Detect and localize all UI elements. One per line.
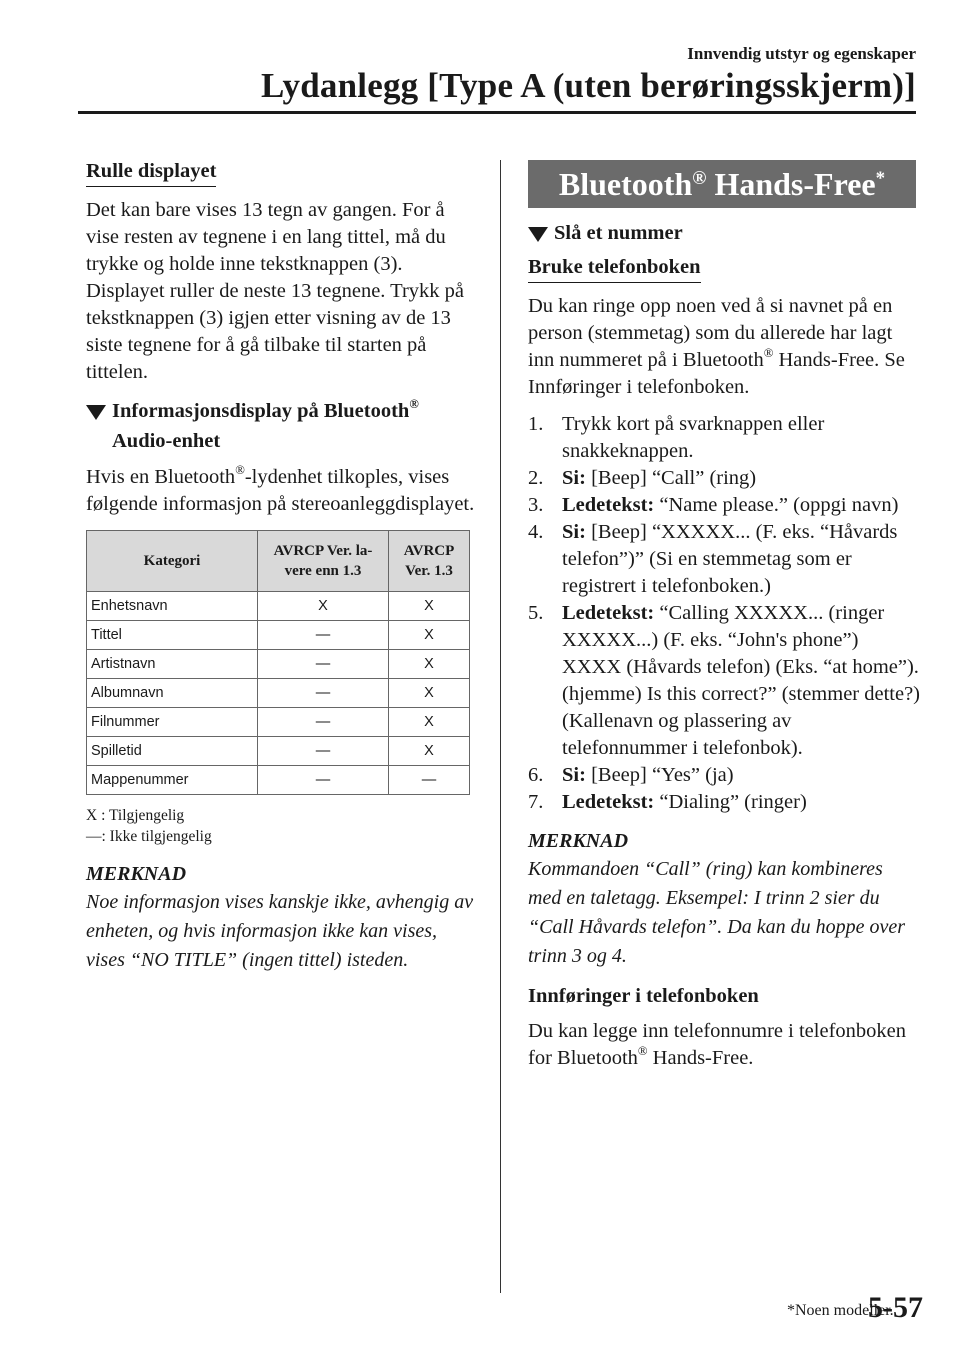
table-header-avrcp-old: AVRCP Ver. la-vere enn 1.3 (258, 531, 389, 592)
list-item (528, 600, 920, 762)
banner-text-b: Hands-Free (706, 166, 876, 202)
step-text: [Beep] “XXXXX... (F. eks. “Håvards telefon”)” (Si en stemmetag som er registrert i telefonboken.) (562, 521, 898, 597)
table-cell: X (258, 592, 389, 621)
phonebook-entries-heading: Innføringer i telefonboken (528, 985, 759, 1007)
right-column (528, 160, 920, 1082)
table-row (87, 679, 470, 708)
step-label: Ledetekst: (562, 602, 655, 624)
table-row (87, 592, 470, 621)
table-cell: — (389, 766, 470, 795)
entries-text-b: Hands-Free. (647, 1047, 754, 1069)
table-legend (86, 805, 478, 847)
intro-part-a: Hvis en Bluetooth (86, 466, 236, 488)
step-text: [Beep] “Call” (ring) (585, 467, 757, 489)
note-label: MERKNAD (86, 863, 187, 885)
table-cell: X (389, 679, 470, 708)
column-divider (500, 160, 501, 1293)
step-text: “Calling XXXXX... (ringer XXXXX...) (F. eks. “John's phone”) XXXX (Håvards telefon) (Eks. “at home”). (hjemme) Is this correct?” (stemmer dette?) (Kallenavn og plassering av telefonnummer i telefonbok). (562, 602, 921, 759)
step-text: Trykk kort på svarknappen eller snakkeknappen. (562, 413, 825, 462)
dial-number-heading (528, 218, 920, 248)
table-cell: X (389, 708, 470, 737)
section-triangle-icon (86, 405, 106, 420)
table-cell: X (389, 737, 470, 766)
step-text: [Beep] “Yes” (ja) (585, 764, 734, 786)
phonebook-intro-b: Hands-Free. Se Innføringer i telefonboken. (528, 349, 905, 398)
table-cell: Tittel (87, 621, 258, 650)
step-label: Si: (562, 467, 586, 489)
page-header-title: Lydanlegg [Type A (uten berøringsskjerm)] (260, 66, 916, 105)
phonebook-heading: Bruke telefonboken (528, 256, 701, 283)
registered-mark: ® (409, 397, 419, 412)
registered-mark: ® (692, 168, 707, 189)
table-cell: — (258, 621, 389, 650)
phonebook-intro-a: Du kan ringe opp noen ved å si navnet på en person (stemmetag) som du allerede har lagt inn nummeret på i Bluetooth (528, 295, 893, 371)
bluetooth-info-intro (86, 464, 478, 518)
scroll-display-heading: Rulle displayet (86, 160, 216, 187)
step-number: 6. (528, 764, 544, 786)
table-cell: X (389, 592, 470, 621)
table-cell: Spilletid (87, 737, 258, 766)
step-label: Si: (562, 764, 586, 786)
table-cell: — (258, 650, 389, 679)
list-item (528, 492, 920, 519)
table-cell: — (258, 708, 389, 737)
scroll-display-text: Det kan bare vises 13 tegn av gangen. For å vise resten av tegnene i en lang tittel, må du trykke og holde inne tekstknappen (3). Displayet ruller de neste 13 tegnene. Trykk på tekstknappen (3) igjen etter visning av de 13 siste tegnene for å gå tilbake til starten på tittelen. (86, 199, 465, 383)
step-number: 2. (528, 467, 544, 489)
bluetooth-info-heading-line1: Informasjonsdisplay på Bluetooth (112, 400, 410, 422)
table-cell: X (389, 650, 470, 679)
table-cell: — (258, 737, 389, 766)
table-cell: Filnummer (87, 708, 258, 737)
list-item (528, 465, 920, 492)
list-item (528, 411, 920, 465)
table-row (87, 621, 470, 650)
header-rule (78, 111, 916, 114)
page-header-subtitle: Innvendig utstyr og egenskaper (687, 44, 916, 63)
table-row (87, 737, 470, 766)
step-text: “Name please.” (oppgi navn) (654, 494, 899, 516)
table-cell: X (389, 621, 470, 650)
step-number: 3. (528, 494, 544, 516)
list-item (528, 762, 920, 789)
note-text: Noe informasjon vises kanskje ikke, avhengig av enheten, og hvis informasjon ikke kan vises, vises “NO TITLE” (ingen tittel) isteden. (86, 891, 474, 971)
step-number: 5. (528, 602, 544, 624)
step-label: Si: (562, 521, 586, 543)
table-row (87, 650, 470, 679)
legend-unavailable: —: Ikke tilgjengelig (86, 828, 212, 845)
left-column (86, 160, 478, 975)
bluetooth-info-heading-line2: Audio-enhet (112, 430, 221, 452)
bluetooth-info-heading (86, 396, 478, 456)
dial-number-heading-text: Slå et nummer (554, 222, 683, 244)
hands-free-banner (528, 160, 916, 208)
intro-part-b: -lydenhet tilkoples, vises følgende informasjon på stereoanleggdisplayet. (86, 466, 475, 515)
asterisk-mark: * (875, 168, 886, 189)
banner-text-a: Bluetooth (558, 166, 693, 202)
table-header-avrcp-13: AVRCP Ver. 1.3 (389, 531, 470, 592)
step-text: “Dialing” (ringer) (654, 791, 807, 813)
step-number: 4. (528, 521, 544, 543)
table-cell: Mappenummer (87, 766, 258, 795)
step-label: Ledetekst: (562, 494, 655, 516)
list-item (528, 789, 920, 816)
step-label: Ledetekst: (562, 791, 655, 813)
table-row (87, 766, 470, 795)
table-cell: — (258, 766, 389, 795)
registered-mark: ® (763, 346, 774, 361)
table-row (87, 708, 470, 737)
table-cell: Enhetsnavn (87, 592, 258, 621)
table-header-category: Kategori (87, 531, 258, 592)
note-text: Kommandoen “Call” (ring) kan kombineres med en taletagg. Eksempel: I trinn 2 sier du “Call Håvards telefon”. Da kan du hoppe over trinn 3 og 4. (528, 858, 906, 967)
table-cell: Albumnavn (87, 679, 258, 708)
footnote: *Noen modeller. (787, 1302, 894, 1319)
phonebook-entries-text (528, 1018, 920, 1072)
table-cell: Artistnavn (87, 650, 258, 679)
table-header-row (87, 531, 470, 592)
note-label: MERKNAD (528, 830, 629, 852)
info-table (86, 530, 470, 795)
registered-mark: ® (235, 463, 245, 478)
phonebook-intro (528, 293, 920, 401)
dial-steps-list (528, 411, 920, 816)
step-number: 1. (528, 413, 544, 435)
legend-available: X : Tilgjengelig (86, 807, 185, 824)
step-number: 7. (528, 791, 544, 813)
page-number: 5-57 (868, 1291, 923, 1324)
table-cell: — (258, 679, 389, 708)
entries-text-a: Du kan legge inn telefonnumre i telefonboken for Bluetooth (528, 1020, 906, 1069)
registered-mark: ® (637, 1044, 648, 1059)
section-triangle-icon (528, 227, 548, 242)
list-item (528, 519, 920, 600)
